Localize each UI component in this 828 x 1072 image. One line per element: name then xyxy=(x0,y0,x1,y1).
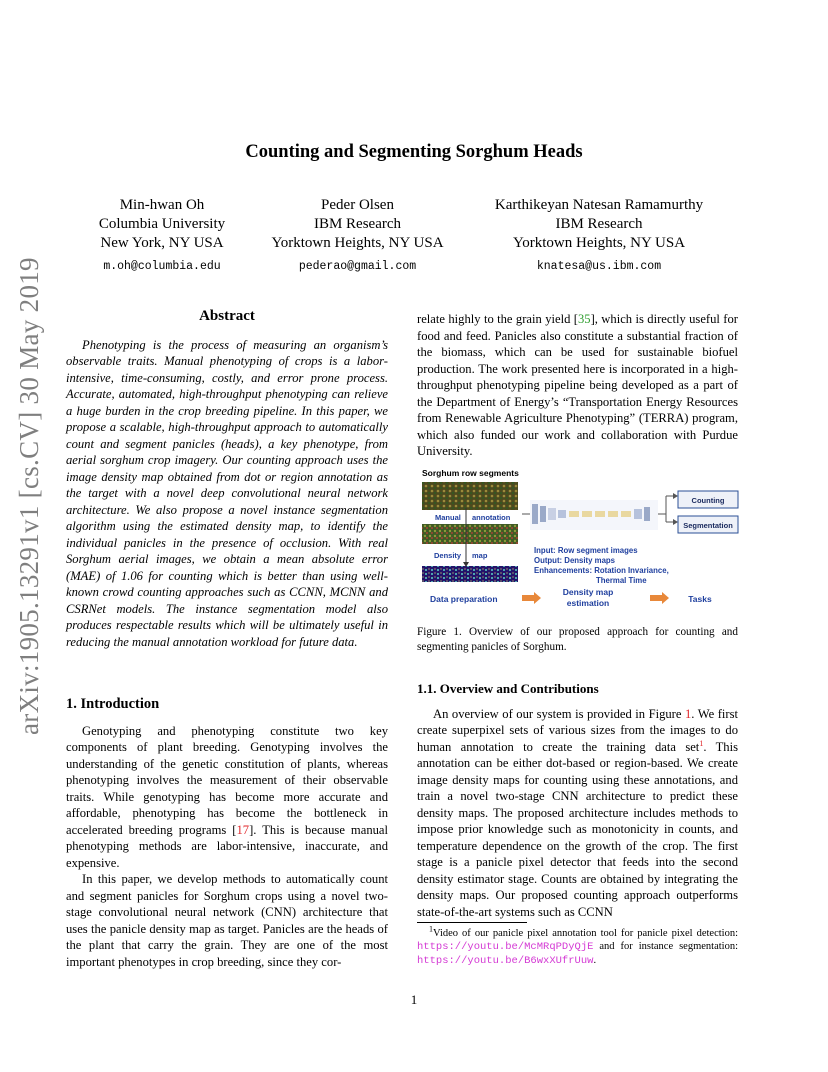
author-name: Peder Olsen xyxy=(321,197,394,213)
author-1 xyxy=(62,196,262,276)
citation-link[interactable]: 35 xyxy=(577,312,591,326)
author-affiliation: IBM Research xyxy=(555,216,643,232)
body-text: . We first create superpixel sets of various sizes from the images to do human annotation to create the training data set xyxy=(417,706,738,754)
annotated-image-texture xyxy=(422,524,518,544)
network-layer xyxy=(540,506,546,522)
density-map-texture xyxy=(422,566,518,582)
footnote-text: . xyxy=(593,955,597,966)
overview-heading: 1.1. Overview and Contributions xyxy=(417,681,599,696)
orange-arrow-icon xyxy=(522,592,541,604)
footnote-url-1[interactable]: https://youtu.be/McMRqPDyQjE xyxy=(417,941,594,953)
author-location: New York, NY USA xyxy=(100,235,224,251)
figure-1-caption: Figure 1. Overview of our proposed approach for counting and segmenting panicles of Sorghum. xyxy=(417,626,738,653)
author-2 xyxy=(255,196,460,276)
fig-label-counting: Counting xyxy=(691,496,725,505)
abstract-text: Phenotyping is the process of measuring an organism’s observable traits. Manual phenotyping of crops is a labor-intensive, time-consuming, costly, and error prone process. Accurate, automated, high-throughput phenotyping can relieve a huge burden in the crop breeding pipeline. In this paper, we propose a scalable, high-throughput approach to automatically count and segment panicles (heads), a key phenotype, from aerial sorghum crop imagery. Our counting approach uses the image density map obtained from dot or region annotation as the target with a novel deep convolutional neural network architecture. We also propose a novel instance segmentation algorithm using the estimated density map, to identify the individual panicles in the presence of occlusion. With real Sorghum aerial images, we obtain a mean absolute error (MAE) of 1.06 for counting which is better than using well-known crowd counting approaches such as CCNN, MCNN and CSRNet models. The instance segmentation model also produces respectable results which will be ultimately useful in reducing the manual annotation workload for future data. xyxy=(66,337,388,649)
intro-text: Genotyping and phenotyping constitute two key components of plant breeding. Genotyping involves the understanding of the genetic constitution of plants, whereas phenotyping involves the measurement of their observable traits. While genotyping has become more accurate and affordable, phenotyping has become the bottleneck in accelerated breeding programs [ xyxy=(66,723,388,837)
fig-label-density-map: Density map xyxy=(562,587,614,597)
figure-1-diagram xyxy=(418,464,740,614)
footnote-mark: 1 xyxy=(429,924,433,934)
fig-enhancement-text-2: Thermal Time xyxy=(596,576,647,585)
fig-input-text: Input: Row segment images xyxy=(534,546,638,555)
footnote-rule xyxy=(417,922,527,923)
network-layer xyxy=(569,511,579,517)
fig-label-manual: Manual xyxy=(435,513,461,522)
paper-title: Counting and Segmenting Sorghum Heads xyxy=(245,142,583,162)
intro-paragraph-1 xyxy=(66,723,388,872)
orange-arrow-icon xyxy=(650,592,669,604)
body-text: . This annotation can be either dot-based or region-based. We create image density maps for counting using these annotations, and train a novel two-stage CNN architecture to predict these density maps. The proposed architecture includes methods to impose prior knowledge such as monotonicity in counts, and temperature dependence on the growth of the crop. The first stage is a panicle pixel detector that feeds into the second density estimator stage. Counts are obtained by integrating the density maps. Our proposed counting approach outperforms state-of-the-art systems such as CCNN xyxy=(417,739,738,919)
fig-label-map: map xyxy=(472,551,488,560)
crop-image-texture xyxy=(422,482,518,510)
footnote xyxy=(417,922,738,968)
author-email[interactable]: m.oh@columbia.edu xyxy=(103,260,221,273)
fig-label-row-segments: Sorghum row segments xyxy=(422,468,519,478)
fig-label-annotation: annotation xyxy=(472,513,511,522)
network-layer xyxy=(608,511,618,517)
right-paragraph-1 xyxy=(417,311,738,460)
footnote-ref-link[interactable]: 1 xyxy=(699,738,704,748)
arrow-right-icon xyxy=(673,519,678,525)
left-column xyxy=(66,308,388,650)
right-column-top xyxy=(417,311,738,460)
network-layer xyxy=(558,510,566,518)
author-email[interactable]: knatesa@us.ibm.com xyxy=(536,260,662,273)
fig-label-estimation: estimation xyxy=(566,598,610,608)
footnote-text: Video of our panicle pixel annotation tool for panicle pixel detection: xyxy=(433,928,738,939)
author-name: Karthikeyan Natesan Ramamurthy xyxy=(494,197,704,213)
author-3 xyxy=(468,196,730,276)
network-layer xyxy=(548,508,556,520)
author-affiliation: Columbia University xyxy=(98,216,226,232)
abstract-heading: Abstract xyxy=(199,308,255,324)
overview-section xyxy=(417,681,738,920)
body-text: ], which is directly useful for food and feed. Panicles also constitute a substantial fraction of the biomass, which can be used for sustainable biofuel production. The work presented here is incorporated in a high-throughput phenotyping pipeline being developed as a part of the Department of Energy’s “Transportation Energy Resources from Renewable Agriculture Phenotyping” (TERRA) program, which also funded our work and collaboration with Purdue University. xyxy=(417,312,738,458)
network-layer xyxy=(634,509,642,519)
network-layer xyxy=(644,507,650,521)
figure-ref-link[interactable]: 1 xyxy=(684,706,692,721)
body-text: An overview of our system is provided in Figure xyxy=(433,706,685,721)
footnote-text: and for instance segmentation: xyxy=(593,941,738,952)
introduction-section xyxy=(66,696,388,970)
author-name: Min-hwan Oh xyxy=(119,197,205,213)
body-text: relate highly to the grain yield [ xyxy=(417,312,578,326)
introduction-heading: 1. Introduction xyxy=(66,696,160,712)
fig-label-tasks: Tasks xyxy=(688,594,712,604)
intro-paragraph-2: In this paper, we develop methods to automatically count and segment panicles for Sorghum crops using a novel two-stage convolutional neural network (CNN) architecture that uses the panicle density map as target. Panicles are the heads of the plant that carry the grain. They are one of the most important phenotypes in crop breeding, since they cor- xyxy=(66,872,388,969)
footnote-url-2[interactable]: https://youtu.be/B6wxXUfrUuw xyxy=(417,955,594,967)
fig-enhancement-text: Enhancements: Rotation Invariance, xyxy=(534,566,669,575)
fig-label-segmentation: Segmentation xyxy=(683,521,733,530)
fig-label-data-prep: Data preparation xyxy=(430,594,498,604)
author-email[interactable]: pederao@gmail.com xyxy=(298,260,417,273)
network-layer xyxy=(532,504,538,524)
network-layer xyxy=(595,511,605,517)
arrow-right-icon xyxy=(673,493,678,499)
author-location: Yorktown Heights, NY USA xyxy=(512,235,686,251)
fig-output-text: Output: Density maps xyxy=(534,556,616,565)
intro-text: ]. This is because manual phenotyping methods are labor-intensive, inaccurate, and expensive. xyxy=(66,822,388,870)
author-location: Yorktown Heights, NY USA xyxy=(271,235,444,251)
network-layer xyxy=(582,511,592,517)
page-number: 1 xyxy=(410,992,418,1007)
citation-link[interactable]: 17 xyxy=(236,822,250,837)
overview-paragraph xyxy=(417,706,738,921)
fig-label-density: Density xyxy=(434,551,462,560)
author-affiliation: IBM Research xyxy=(313,216,402,232)
network-layer xyxy=(621,511,631,517)
arxiv-identifier: arXiv:1905.13291v1 [cs.CV] 30 May 2019 xyxy=(14,257,44,735)
